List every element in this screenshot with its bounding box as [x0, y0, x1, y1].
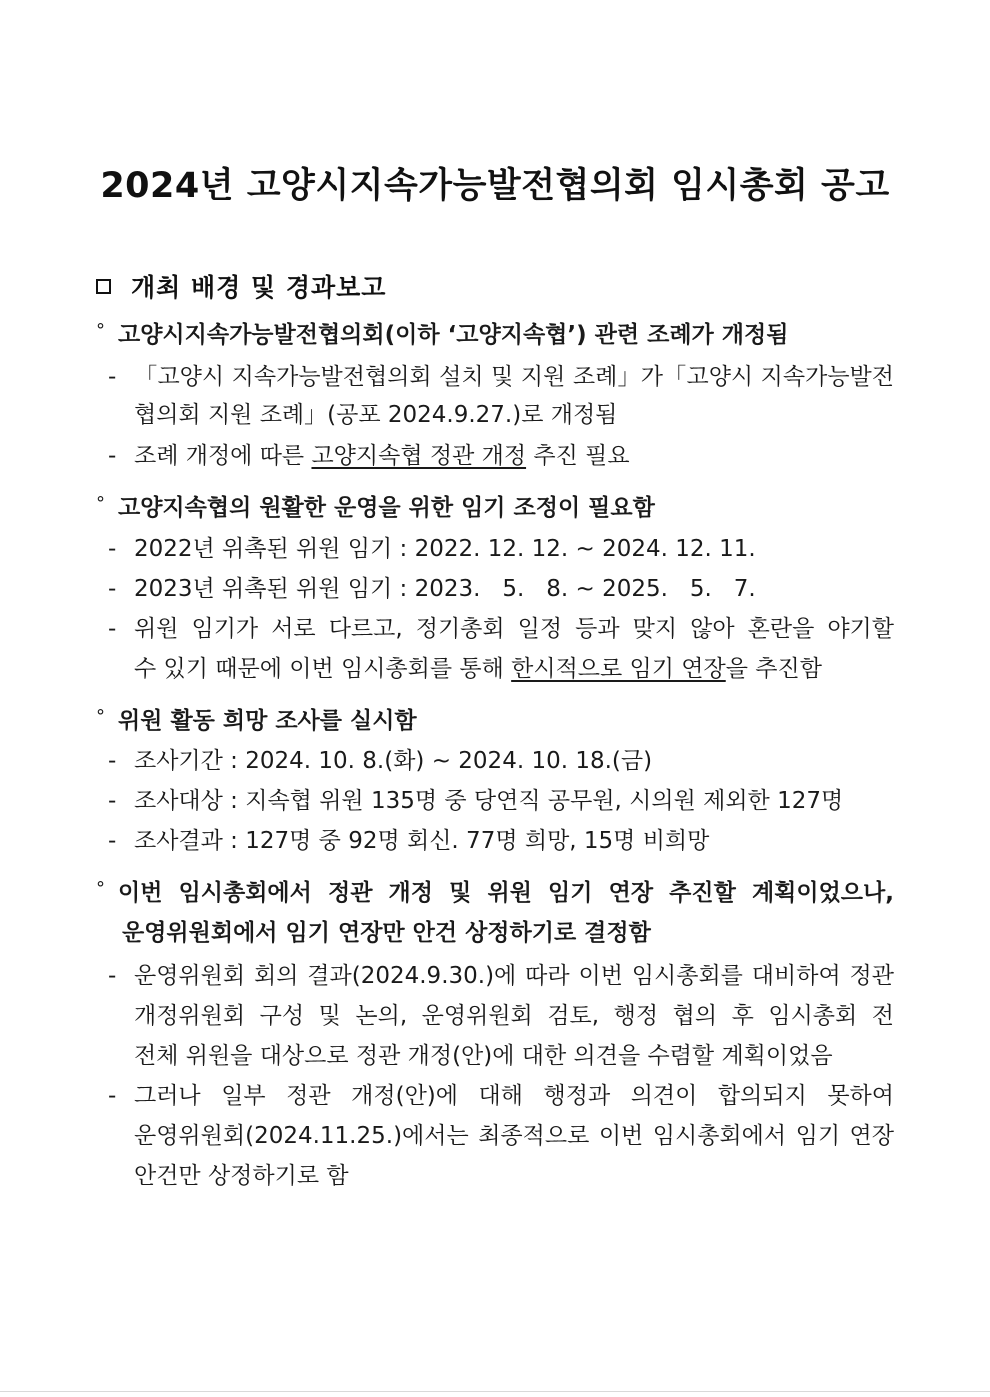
- dash-marker: -: [108, 536, 117, 562]
- bullet-dot-icon: °: [96, 706, 105, 727]
- dash-marker: -: [108, 1083, 117, 1109]
- bullet-heading-2: ° 고양지속협의 원활한 운영을 위한 임기 조정이 필요함: [96, 493, 655, 521]
- list-item-4-2-line-1: - 그러나 일부 정관 개정(안)에 대해 행정과 의견이 합의되지 못하여: [108, 1083, 894, 1109]
- dash-marker: -: [108, 616, 117, 642]
- bullet-dot-icon: °: [96, 320, 105, 341]
- list-item-4-2-line-2: 운영위원회(2024.11.25.)에서는 최종적으로 이번 임시총회에서 임기 연장: [134, 1123, 894, 1149]
- bullet-dot-icon: °: [96, 878, 105, 899]
- dash-marker: -: [108, 576, 117, 602]
- bullet-heading-4-line-2: 운영위원회에서 임기 연장만 안건 상정하기로 결정함: [122, 920, 651, 946]
- section-heading-label: 개최 배경 및 경과보고: [131, 273, 387, 302]
- list-item-3-2: - 조사대상 : 지속협 위원 135명 중 당연직 공무원, 시의원 제외한 127명: [108, 788, 844, 814]
- list-item-4-1-line-1: - 운영위원회 회의 결과(2024.9.30.)에 따라 이번 임시총회를 대비하여 정관: [108, 963, 894, 989]
- list-item-1-2: - 조례 개정에 따른 고양지속협 정관 개정 추진 필요: [108, 443, 630, 469]
- list-item-2-3-line-1: - 위원 임기가 서로 다르고, 정기총회 일정 등과 맞지 않아 혼란을 야기할: [108, 616, 894, 642]
- dash-marker: -: [108, 364, 117, 390]
- dash-marker: -: [108, 443, 117, 469]
- checkbox-square-icon: [96, 279, 111, 294]
- list-item-3-1: - 조사기간 : 2024. 10. 8.(화) ~ 2024. 10. 18.(금): [108, 748, 653, 774]
- page-bottom-divider: [0, 1391, 990, 1392]
- dash-marker: -: [108, 963, 117, 989]
- list-item-4-2-line-3: 안건만 상정하기로 함: [134, 1163, 349, 1189]
- document-title: 2024년 고양시지속가능발전협의회 임시총회 공고: [100, 166, 890, 206]
- dash-marker: -: [108, 788, 117, 814]
- dash-marker: -: [108, 828, 117, 854]
- bullet-heading-4-line-1: ° 이번 임시총회에서 정관 개정 및 위원 임기 연장 추진할 계획이었으나,: [96, 878, 894, 906]
- bullet-dot-icon: °: [96, 493, 105, 514]
- list-item-2-1: - 2022년 위촉된 위원 임기 : 2022. 12. 12. ~ 2024. 12. 11.: [108, 536, 756, 562]
- list-item-3-3: - 조사결과 : 127명 중 92명 회신. 77명 희망, 15명 비희망: [108, 828, 710, 854]
- section-heading: [96, 268, 386, 304]
- list-item-2-3-line-2: 수 있기 때문에 이번 임시총회를 통해 한시적으로 임기 연장을 추진함: [134, 656, 822, 682]
- list-item-2-2: - 2023년 위촉된 위원 임기 : 2023. 5. 8. ~ 2025. 5. 7.: [108, 576, 756, 602]
- bullet-heading-1: ° 고양시지속가능발전협의회(이하 ‘고양지속협’) 관련 조례가 개정됨: [96, 320, 789, 348]
- underlined-text: 한시적으로 임기 연장: [511, 656, 726, 682]
- bullet-heading-3: ° 위원 활동 희망 조사를 실시함: [96, 706, 417, 734]
- list-item-4-1-line-3: 전체 위원을 대상으로 정관 개정(안)에 대한 의견을 수렴할 계획이었음: [134, 1043, 833, 1069]
- dash-marker: -: [108, 748, 117, 774]
- list-item-1-1-line-1: - 「고양시 지속가능발전협의회 설치 및 지원 조례」가「고양시 지속가능발전: [108, 364, 894, 390]
- list-item-4-1-line-2: 개정위원회 구성 및 논의, 운영위원회 검토, 행정 협의 후 임시총회 전: [134, 1003, 894, 1029]
- underlined-text: 고양지속협 정관 개정: [311, 443, 527, 469]
- list-item-1-1-line-2: 협의회 지원 조례」(공포 2024.9.27.)로 개정됨: [134, 402, 618, 428]
